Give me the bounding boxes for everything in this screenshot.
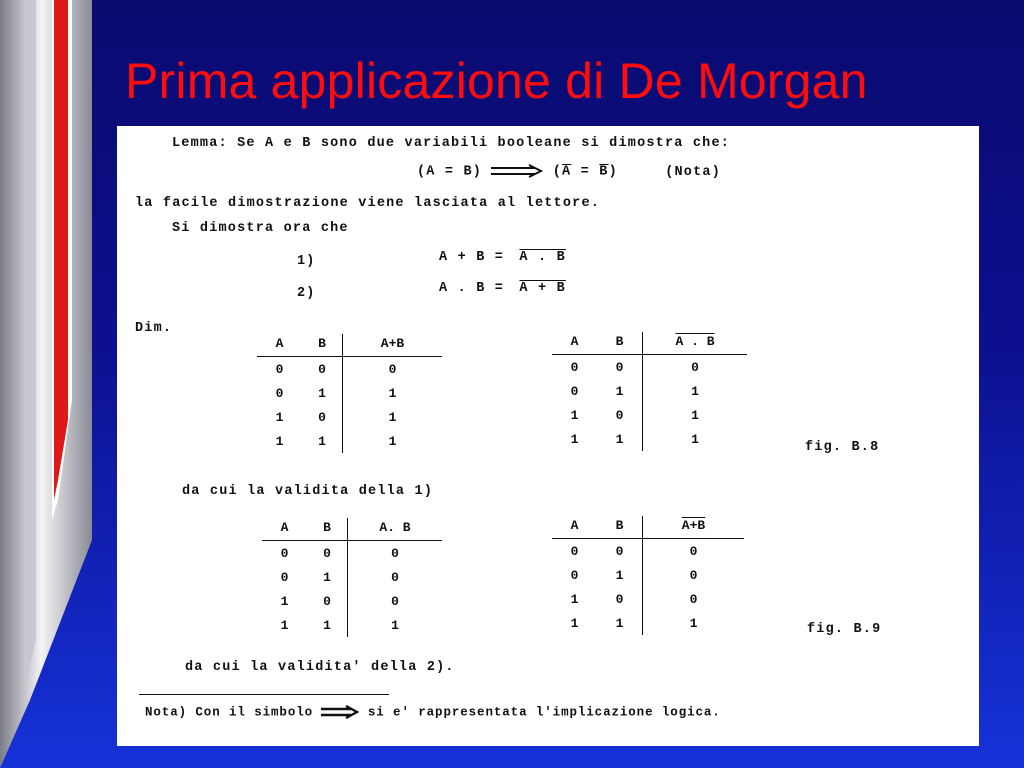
cell: 0 <box>388 361 397 377</box>
cell: 0 <box>689 543 698 559</box>
cell: 1 <box>597 427 643 451</box>
cell: 1 <box>280 593 289 609</box>
col-header-b: B <box>597 516 643 539</box>
table-row <box>552 355 747 380</box>
validity-2-line: da cui la validita' della 2). <box>185 660 455 675</box>
cell: 1 <box>388 385 397 401</box>
cell: 1 <box>388 433 397 449</box>
equation-2-rhs: A + B <box>519 281 566 296</box>
cell: 1 <box>302 429 343 453</box>
footnote-suffix: si e' rappresentata l'implicazione logica. <box>367 705 721 720</box>
cell: 0 <box>275 385 284 401</box>
truth-table-a-or-b <box>257 334 442 453</box>
col-header-b: B <box>302 334 343 357</box>
cell: 0 <box>597 539 643 564</box>
table-row <box>257 429 442 453</box>
table-header-row <box>262 518 442 541</box>
lemma-line: Lemma: Se A e B sono due variabili booleane si dimostra che: <box>172 136 731 151</box>
equation-2 <box>439 281 566 296</box>
table-row <box>552 403 747 427</box>
footnote-divider <box>139 694 389 695</box>
col-header-b: B <box>597 332 643 355</box>
col-header-result: A+B <box>343 334 443 357</box>
col-header-a: A <box>262 518 307 541</box>
col-header-result: A+B <box>643 516 745 539</box>
table-row <box>552 379 747 403</box>
cell: 0 <box>280 569 289 585</box>
equation-2-number: 2) <box>297 286 316 301</box>
not-a: $\overline{A}$ <box>562 164 572 180</box>
cell: 0 <box>307 589 348 613</box>
not-b: $\overline{B}$ <box>599 164 609 180</box>
truth-table-a-and-b <box>262 518 442 637</box>
col-header-b: B <box>307 518 348 541</box>
cell: 0 <box>391 545 399 561</box>
equation-1-lhs: A + B = <box>439 250 505 265</box>
figure-label-b9: fig. B.9 <box>807 622 882 637</box>
figure-label-b8: fig. B.8 <box>805 440 880 455</box>
cell: 1 <box>275 409 284 425</box>
cell: 1 <box>570 615 579 631</box>
cell: 1 <box>307 613 348 637</box>
col-header-a: A <box>257 334 302 357</box>
cell: 1 <box>275 433 284 449</box>
footnote-prefix: Nota) Con il simbolo <box>145 705 314 720</box>
equation-1-rhs: A . B <box>519 250 566 265</box>
cell: 1 <box>391 617 399 633</box>
cell: 0 <box>689 567 698 583</box>
equals: = <box>571 164 600 180</box>
cell: 0 <box>570 543 579 559</box>
table-row <box>257 405 442 429</box>
validity-1-line: da cui la validita della 1) <box>182 484 434 499</box>
cell: 1 <box>570 407 579 423</box>
slide-title: Prima applicazione di De Morgan <box>125 53 868 109</box>
cell: 0 <box>570 567 579 583</box>
cell: 1 <box>280 617 289 633</box>
cell: 1 <box>597 379 643 403</box>
decorative-side-bar <box>0 0 100 768</box>
paren-open: ( <box>552 164 563 180</box>
cell: 1 <box>597 611 643 635</box>
table-row <box>257 381 442 405</box>
cell: 0 <box>597 355 643 380</box>
cell: 1 <box>691 431 699 447</box>
cell: 1 <box>689 615 698 631</box>
cell: 0 <box>275 361 284 377</box>
equation-2-lhs: A . B = <box>439 281 505 296</box>
table-header-row <box>552 332 747 355</box>
cell: 1 <box>691 407 699 423</box>
table-row <box>262 589 442 613</box>
cell: 0 <box>391 593 399 609</box>
cell: 0 <box>570 359 579 375</box>
cell: 1 <box>302 381 343 405</box>
table-row <box>262 565 442 589</box>
shown-now-line: Si dimostra ora che <box>172 221 349 236</box>
equation-1 <box>439 250 566 265</box>
paren-close: ) <box>608 164 618 180</box>
nota-reference: (Nota) <box>665 164 722 180</box>
cell: 0 <box>691 359 699 375</box>
table-header-row <box>257 334 442 357</box>
table-row <box>552 539 744 564</box>
footnote <box>145 705 721 719</box>
cell: 0 <box>689 591 698 607</box>
implication-arrow-icon <box>491 164 543 178</box>
cell: 0 <box>391 569 399 585</box>
implication-arrow-icon <box>321 705 359 719</box>
col-header-result: A. B <box>348 518 443 541</box>
table-row <box>552 427 747 451</box>
cell: 0 <box>597 403 643 427</box>
cell: 0 <box>570 383 579 399</box>
cell: 0 <box>302 357 343 382</box>
table-row <box>552 587 744 611</box>
easy-proof-line: la facile dimostrazione viene lasciata al lettore. <box>135 196 601 211</box>
implication-line <box>417 164 721 180</box>
col-header-a: A <box>552 516 597 539</box>
cell: 1 <box>307 565 348 589</box>
cell: 1 <box>388 409 397 425</box>
cell: 0 <box>597 587 643 611</box>
scanned-document <box>117 126 979 746</box>
cell: 0 <box>280 545 289 561</box>
table-row <box>262 613 442 637</box>
table-row <box>552 611 744 635</box>
table-row <box>257 357 442 382</box>
table-row <box>262 541 442 566</box>
equation-1-number: 1) <box>297 254 316 269</box>
truth-table-not-a-and-not-b <box>552 332 747 451</box>
truth-table-not-a-or-not-b <box>552 516 744 635</box>
col-header-a: A <box>552 332 597 355</box>
cell: 1 <box>597 563 643 587</box>
col-header-result: A . B <box>643 332 748 355</box>
dim-label: Dim. <box>135 321 173 336</box>
cell: 1 <box>570 431 579 447</box>
implication-left: (A = B) <box>417 164 483 180</box>
table-row <box>552 563 744 587</box>
table-header-row <box>552 516 744 539</box>
cell: 0 <box>307 541 348 566</box>
cell: 1 <box>691 383 699 399</box>
cell: 1 <box>570 591 579 607</box>
cell: 0 <box>302 405 343 429</box>
